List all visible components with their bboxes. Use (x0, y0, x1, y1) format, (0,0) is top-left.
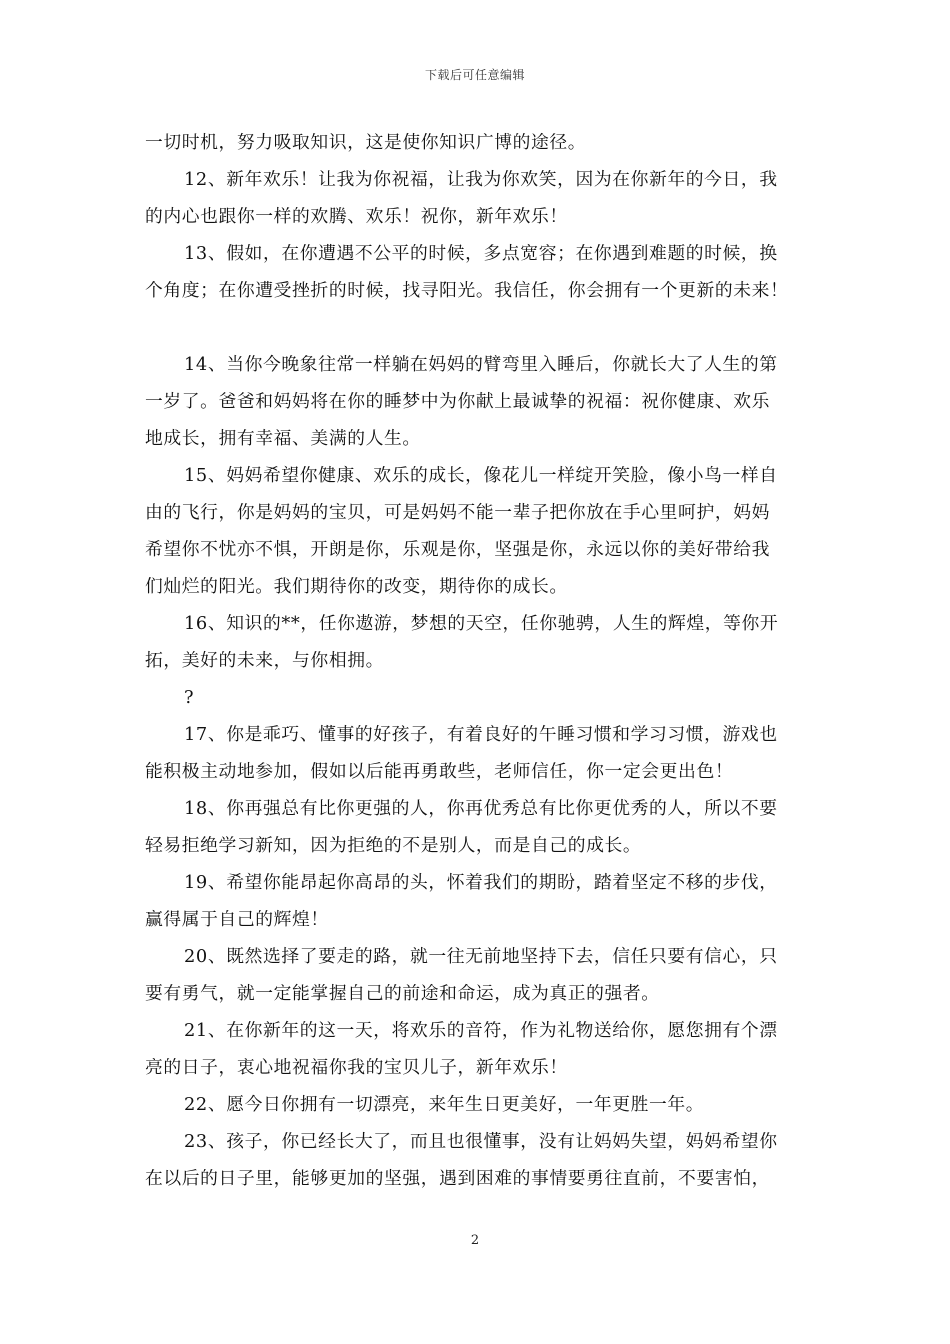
paragraph-line: 13、假如，在你遭遇不公平的时候，多点宽容；在你遇到难题的时候，换 (184, 243, 778, 264)
paragraph-line: 23、孩子，你已经长大了，而且也很懂事，没有让妈妈失望，妈妈希望你 (184, 1131, 778, 1152)
paragraph-line: 14、当你今晚象往常一样躺在妈妈的臂弯里入睡后，你就长大了人生的第 (184, 354, 778, 375)
paragraph-line: 一切时机，努力吸取知识，这是使你知识广博的途径。 (145, 132, 587, 153)
paragraph-line: 19、希望你能昂起你高昂的头，怀着我们的期盼，踏着坚定不移的步伐， (184, 872, 778, 893)
paragraph-line: 亮的日子，衷心地祝福你我的宝贝儿子，新年欢乐！ (145, 1057, 568, 1078)
paragraph-line: 17、你是乖巧、懂事的好孩子，有着良好的午睡习惯和学习习惯，游戏也 (184, 724, 778, 745)
paragraph-line: 轻易拒绝学习新知，因为拒绝的不是别人，而是自己的成长。 (145, 835, 642, 856)
paragraph-line: 16、知识的**，任你遨游，梦想的天空，任你驰骋，人生的辉煌，等你开 (184, 613, 779, 634)
paragraph-line: 12、新年欢乐！让我为你祝福，让我为你欢笑，因为在你新年的今日，我 (184, 169, 778, 190)
paragraph-line: 由的飞行，你是妈妈的宝贝，可是妈妈不能一辈子把你放在手心里呵护，妈妈 (145, 502, 770, 523)
paragraph-line: 拓，美好的未来，与你相拥。 (145, 650, 384, 671)
paragraph-line: 地成长，拥有幸福、美满的人生。 (145, 428, 421, 449)
document-body (145, 124, 808, 1197)
paragraph-line: 20、既然选择了要走的路，就一往无前地坚持下去，信任只要有信心，只 (184, 946, 778, 967)
paragraph-line: 的内心也跟你一样的欢腾、欢乐！祝你，新年欢乐！ (145, 206, 568, 227)
paragraph-line: 要有勇气，就一定能掌握自己的前途和命运，成为真正的强者。 (145, 983, 660, 1004)
paragraph-line: 21、在你新年的这一天，将欢乐的音符，作为礼物送给你，愿您拥有个漂 (184, 1020, 778, 1041)
paragraph-line: 在以后的日子里，能够更加的坚强，遇到困难的事情要勇往直前，不要害怕， (145, 1168, 770, 1189)
page-number: 2 (470, 1233, 480, 1248)
paragraph-line: 18、你再强总有比你更强的人，你再优秀总有比你更优秀的人，所以不要 (184, 798, 778, 819)
paragraph-line: 赢得属于自己的辉煌！ (145, 909, 329, 930)
paragraph-line: 们灿烂的阳光。我们期待你的改变，期待你的成长。 (145, 576, 568, 597)
page-header: 下载后可任意编辑 (424, 68, 525, 82)
paragraph-line: 能积极主动地参加，假如以后能再勇敢些，老师信任，你一定会更出色！ (145, 761, 734, 782)
paragraph-line: ? (184, 687, 195, 708)
paragraph-line: 15、妈妈希望你健康、欢乐的成长，像花儿一样绽开笑脸，像小鸟一样自 (184, 465, 778, 486)
paragraph-line: 希望你不忧亦不惧，开朗是你，乐观是你，坚强是你，永远以你的美好带给我 (145, 539, 770, 560)
blank-line (145, 309, 808, 346)
paragraph-line: 22、愿今日你拥有一切漂亮，来年生日更美好，一年更胜一年。 (184, 1094, 705, 1115)
paragraph-line: 一岁了。爸爸和妈妈将在你的睡梦中为你献上最诚挚的祝福：祝你健康、欢乐 (145, 391, 770, 412)
paragraph-line: 个角度；在你遭受挫折的时候，找寻阳光。我信任，你会拥有一个更新的未来！ (145, 280, 789, 301)
